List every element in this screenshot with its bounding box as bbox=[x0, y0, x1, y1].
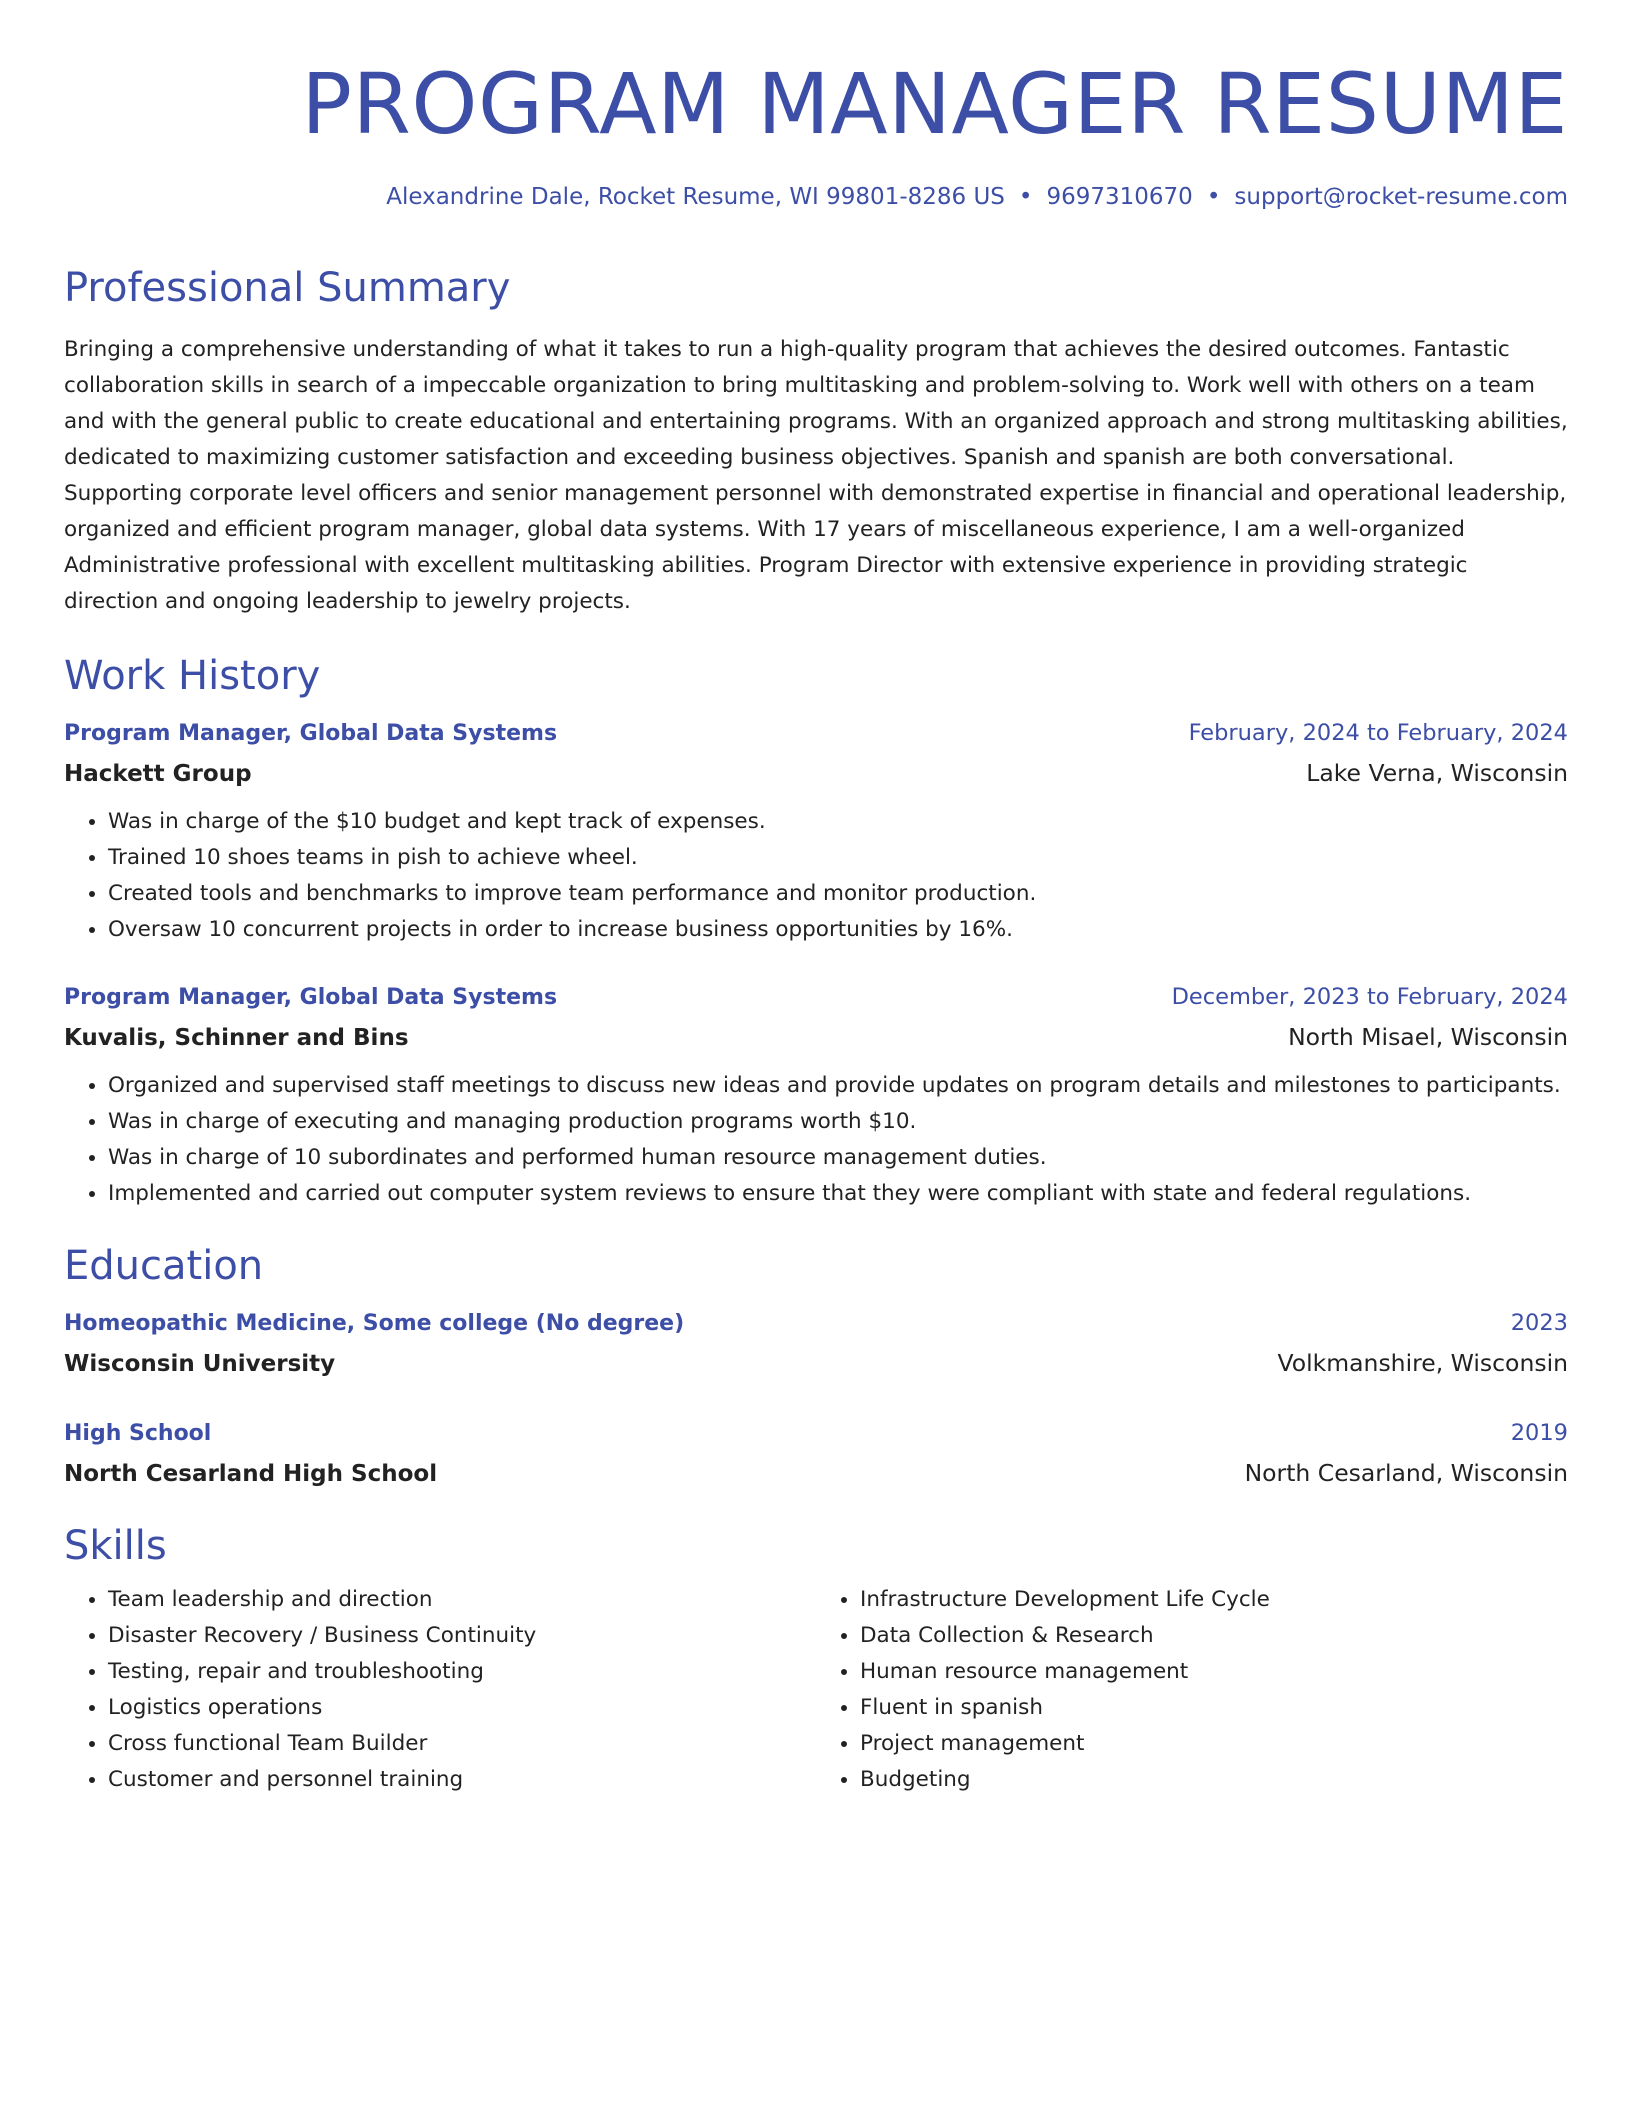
skill-item: • Budgeting bbox=[860, 1762, 1568, 1798]
job-title: Program Manager, Global Data Systems bbox=[64, 985, 558, 1010]
job-dates: February, 2024 to February, 2024 bbox=[1188, 720, 1568, 746]
contact-separator: • bbox=[1206, 184, 1221, 210]
job-location: Lake Verna, Wisconsin bbox=[1306, 759, 1568, 787]
skill-item: • Customer and personnel training bbox=[108, 1762, 816, 1798]
skills-heading: Skills bbox=[64, 1523, 167, 1569]
skill-item: • Data Collection & Research bbox=[860, 1618, 1568, 1654]
education-year: 2023 bbox=[1510, 1310, 1568, 1336]
education-school: North Cesarland High School bbox=[64, 1461, 438, 1487]
skill-item: • Fluent in spanish bbox=[860, 1690, 1568, 1726]
education-degree: High School bbox=[64, 1421, 212, 1446]
education-entry bbox=[64, 1414, 1568, 1494]
education-year: 2019 bbox=[1510, 1420, 1568, 1446]
education-location: Volkmanshire, Wisconsin bbox=[1277, 1349, 1568, 1377]
job-bullets bbox=[64, 804, 1568, 948]
skill-item: • Human resource management bbox=[860, 1654, 1568, 1690]
contact-separator: • bbox=[1018, 184, 1033, 210]
skill-item: • Team leadership and direction bbox=[108, 1582, 816, 1618]
education-degree: Homeopathic Medicine, Some college (No degree) bbox=[64, 1311, 685, 1336]
job-company: Hackett Group bbox=[64, 761, 252, 787]
skill-item: • Cross functional Team Builder bbox=[108, 1726, 816, 1762]
contact-line bbox=[64, 180, 1568, 214]
job-bullets bbox=[64, 1068, 1568, 1212]
job-bullet: • Oversaw 10 concurrent projects in order to increase business opportunities by 16%. bbox=[108, 912, 1568, 948]
education-location: North Cesarland, Wisconsin bbox=[1244, 1459, 1568, 1487]
education-heading: Education bbox=[64, 1243, 264, 1289]
skill-item: • Project management bbox=[860, 1726, 1568, 1762]
contact-phone: 9697310670 bbox=[1046, 184, 1193, 210]
job-bullet: • Created tools and benchmarks to improve team performance and monitor production. bbox=[108, 876, 1568, 912]
job-bullet: • Was in charge of 10 subordinates and performed human resource management duties. bbox=[108, 1140, 1568, 1176]
job-dates: December, 2023 to February, 2024 bbox=[1171, 984, 1568, 1010]
skill-item: • Logistics operations bbox=[108, 1690, 816, 1726]
skill-item: • Testing, repair and troubleshooting bbox=[108, 1654, 816, 1690]
job-bullet: • Trained 10 shoes teams in pish to achieve wheel. bbox=[108, 840, 1568, 876]
skills-list-left bbox=[64, 1582, 816, 1798]
skills-columns bbox=[64, 1582, 1568, 1798]
work-history-heading: Work History bbox=[64, 653, 321, 699]
job-location: North Misael, Wisconsin bbox=[1288, 1023, 1568, 1051]
skill-item: • Disaster Recovery / Business Continuity bbox=[108, 1618, 816, 1654]
job-bullet: • Organized and supervised staff meetings to discuss new ideas and provide updates on program details and milestones to participants. bbox=[108, 1068, 1568, 1104]
resume-page bbox=[64, 0, 1568, 1798]
contact-email: support@rocket-resume.com bbox=[1234, 184, 1568, 210]
job-bullet: • Implemented and carried out computer system reviews to ensure that they were compliant with state and federal regulations. bbox=[108, 1176, 1568, 1212]
job-entry bbox=[64, 978, 1568, 1212]
job-company: Kuvalis, Schinner and Bins bbox=[64, 1025, 409, 1051]
skill-item: • Infrastructure Development Life Cycle bbox=[860, 1582, 1568, 1618]
resume-title: PROGRAM MANAGER RESUME bbox=[301, 55, 1568, 153]
job-title: Program Manager, Global Data Systems bbox=[64, 721, 558, 746]
summary-text: Bringing a comprehensive understanding of what it takes to run a high-quality program that achieves the desired outcomes. Fantastic collaboration skills in search of a impeccable organization to bring multitasking and problem-solving to. Work well with others on a team and with the general public to create educational and entertaining programs. With an organized approach and strong multitasking abilities, dedicated to maximizing customer satisfaction and exceeding business objectives. Spanish and spanish are both conversational. Supporting corporate level officers and senior management personnel with demonstrated expertise in financial and operational leadership, organized and efficient program manager, global data systems. With 17 years of miscellaneous experience, I am a well-organized Administrative professional with excellent multitasking abilities. Program Director with extensive experience in providing strategic direction and ongoing leadership to jewelry projects. bbox=[64, 337, 1568, 614]
job-bullet: • Was in charge of the $10 budget and kept track of expenses. bbox=[108, 804, 1568, 840]
contact-address: Alexandrine Dale, Rocket Resume, WI 99801-8286 US bbox=[386, 184, 1005, 210]
education-school: Wisconsin University bbox=[64, 1351, 336, 1377]
summary-heading: Professional Summary bbox=[64, 265, 511, 311]
education-entry bbox=[64, 1304, 1568, 1384]
skills-list-right bbox=[816, 1582, 1568, 1798]
job-entry bbox=[64, 714, 1568, 948]
job-bullet: • Was in charge of executing and managing production programs worth $10. bbox=[108, 1104, 1568, 1140]
